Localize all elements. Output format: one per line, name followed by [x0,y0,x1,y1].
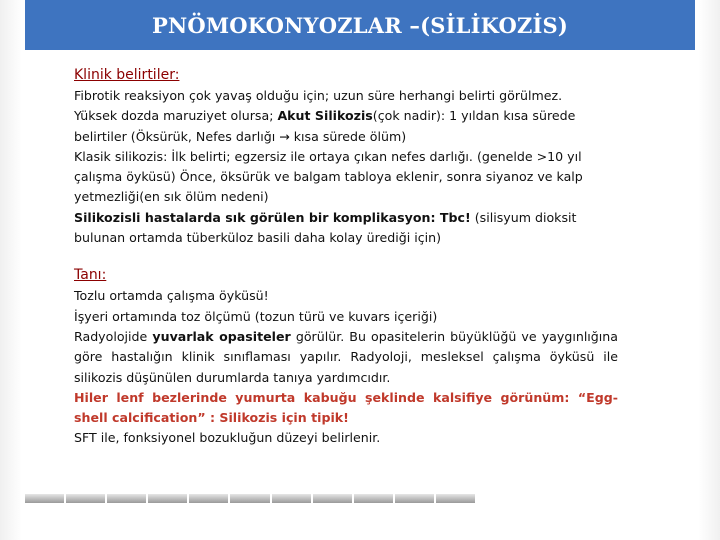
section-heading-clinical: Klinik belirtiler: [74,67,180,83]
bottom-bar-segment [148,494,187,503]
slide-title: PNÖMOKONYOZLAR –(SİLİKOZİS) [151,12,569,38]
diagnosis-line-5: SFT ile, fonksiyonel bozukluğun düzeyi belirlenir. [74,430,381,446]
bottom-bar-segment [313,494,352,503]
bottom-bar-segment [189,494,228,503]
clinical-line-4-bold: Silikozisli hastalarda sık görülen bir komplikasyon: Tbc! [74,209,471,225]
diagnosis-line-3 [74,327,618,388]
slide-content [74,64,618,449]
right-edge-shadow [698,0,720,540]
clinical-line-4-post: (silisyum dioksit bulunan ortamda tüberküloz basili daha kolay ürediği için) [74,209,577,246]
clinical-line-2-bold: Akut Silikozis [277,108,373,124]
bottom-bar-segment [66,494,105,503]
clinical-line-3-text: Klasik silikozis: İlk belirti; egzersiz ile ortaya çıkan nefes darlığı. (genelde >10 yıl çalışma öyküsü) Önce, öksürük ve balgam tabloya eklenir, sonra siyanoz ve kalp yetmezliği(en sık ölüm nedeni) [74,148,583,205]
diagnosis-line-3-bold: yuvarlak opasiteler [152,328,291,344]
diagnosis-line-3-pre: Radyolojide [74,328,153,344]
clinical-line-2 [74,106,618,147]
bottom-bar-segment [25,494,64,503]
bottom-bar-segment [107,494,146,503]
clinical-line-1-text: Fibrotik reaksiyon çok yavaş olduğu için; uzun süre herhangi belirti görülmez. [74,88,563,103]
diagnosis-line-2: İşyeri ortamında toz ölçümü (tozun türü ve kuvars içeriği) [74,308,438,324]
diagnosis-line-4-highlight: Hiler lenf bezlerinde yumurta kabuğu şeklinde kalsifiye görünüm: “Egg-shell calcification” : Silikozis için tipik! [74,389,618,426]
bottom-decorative-bar [25,494,475,503]
clinical-line-4 [74,208,618,249]
section-heading-diagnosis: Tanı: [74,267,107,284]
bottom-bar-segment [395,494,434,503]
clinical-line-2-post: (çok nadir): 1 yıldan kısa sürede belirtiler (Öksürük, Nefes darlığı → kısa sürede ölüm) [74,108,576,144]
clinical-line-2-pre: Yüksek dozda maruziyet olursa; [74,108,278,124]
diagnosis-line-3-post: görülür. Bu opasitelerin büyüklüğü ve yaygınlığına göre hastalığın klinik sınıflaması yapılır. Radyoloji, mesleksel çalışma öyküsü ile silikozis düşünülen durumlarda tanıya yardımcıdır. [74,328,619,385]
bottom-bar-segment [436,494,475,503]
left-edge-shadow [0,0,22,540]
bottom-bar-segment [354,494,393,503]
clinical-line-1 [74,86,618,106]
clinical-line-3 [74,147,618,208]
bottom-bar-segment [272,494,311,503]
bottom-bar-segment [230,494,269,503]
diagnosis-line-1: Tozlu ortamda çalışma öyküsü! [74,288,269,304]
title-bar [25,0,695,50]
